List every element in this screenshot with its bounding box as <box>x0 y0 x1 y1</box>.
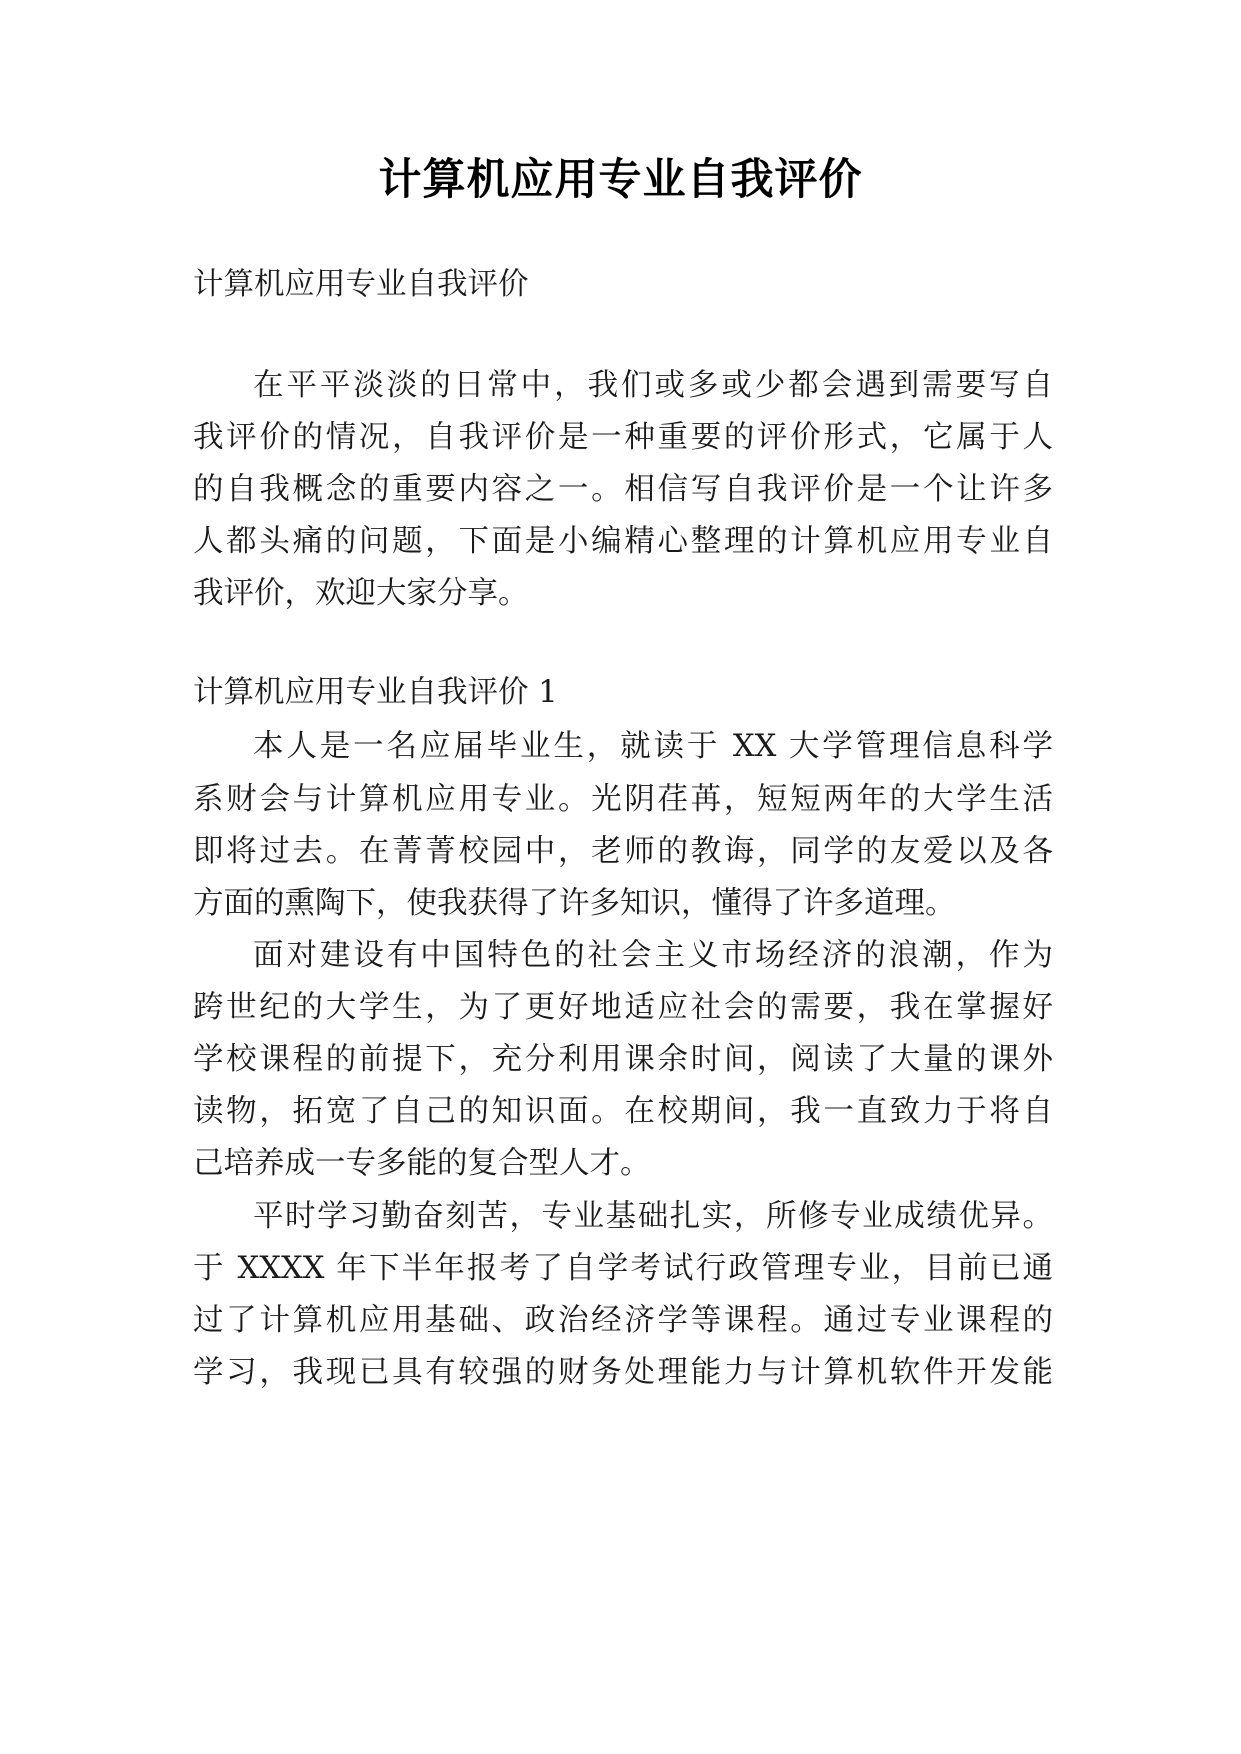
paragraph-line: 读物，拓宽了自己的知识面。在校期间，我一直致力于将自 <box>193 1094 1053 1129</box>
paragraph-line: 本人是一名应届毕业生，就读于 XX 大学管理信息科学 <box>253 729 1053 764</box>
paragraph-line: 学校课程的前提下，充分利用课余时间，阅读了大量的课外 <box>193 1042 1053 1077</box>
intro-line: 在平平淡淡的日常中，我们或多或少都会遇到需要写自 <box>253 368 1053 403</box>
intro-line: 的自我概念的重要内容之一。相信写自我评价是一个让许多 <box>193 472 1053 507</box>
paragraph-line: 于 XXXX 年下半年报考了自学考试行政管理专业，目前已通 <box>193 1251 1053 1286</box>
section-heading: 计算机应用专业自我评价 1 <box>193 675 558 710</box>
intro-line: 人都头痛的问题，下面是小编精心整理的计算机应用专业自 <box>193 524 1053 559</box>
paragraph-line: 面对建设有中国特色的社会主义市场经济的浪潮，作为 <box>253 938 1053 973</box>
paragraph-line: 平时学习勤奋刻苦，专业基础扎实，所修专业成绩优异。 <box>253 1199 1053 1234</box>
paragraph-line: 跨世纪的大学生，为了更好地适应社会的需要，我在掌握好 <box>193 990 1053 1025</box>
document-title: 计算机应用专业自我评价 <box>378 155 863 205</box>
paragraph-line: 过了计算机应用基础、政治经济学等课程。通过专业课程的 <box>193 1303 1053 1338</box>
paragraph-line: 己培养成一专多能的复合型人才。 <box>193 1146 651 1181</box>
intro-line: 我评价，欢迎大家分享。 <box>193 576 529 611</box>
paragraph-line: 系财会与计算机应用专业。光阴荏苒，短短两年的大学生活 <box>193 782 1053 817</box>
paragraph-line: 学习，我现已具有较强的财务处理能力与计算机软件开发能 <box>193 1355 1053 1390</box>
paragraph-line: 方面的熏陶下，使我获得了许多知识，懂得了许多道理。 <box>193 886 956 921</box>
intro-line: 我评价的情况，自我评价是一种重要的评价形式，它属于人 <box>193 420 1053 455</box>
paragraph-line: 即将过去。在菁菁校园中，老师的教诲，同学的友爱以及各 <box>193 834 1053 869</box>
document-subtitle: 计算机应用专业自我评价 <box>193 267 529 302</box>
